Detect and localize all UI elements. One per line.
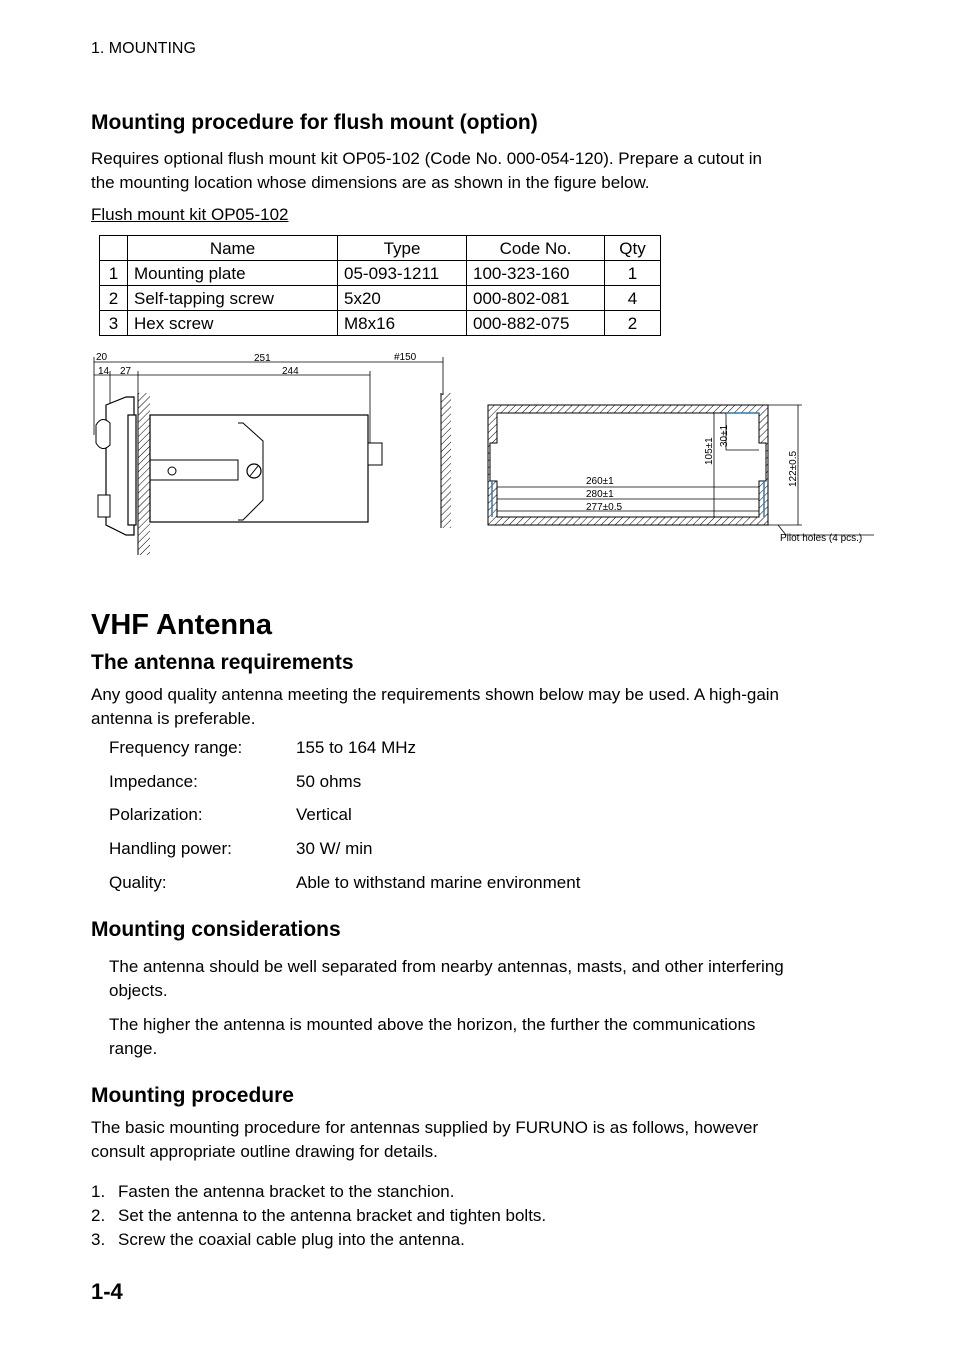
spec-impedance (109, 772, 709, 796)
list-item (91, 1204, 791, 1228)
cutout-drawing (476, 395, 876, 550)
page-number: 1-4 (91, 1279, 123, 1304)
running-head: 1. MOUNTING (91, 40, 196, 57)
table-cell: Hex screw (128, 311, 338, 336)
mounting-procedure-heading: Mounting procedure (91, 1084, 294, 1107)
table-header-cell: Code No. (467, 236, 605, 261)
dim-14: 14 (98, 366, 110, 377)
req-line-2: antenna is preferable. (91, 709, 256, 728)
table-cell: 2 (100, 286, 128, 311)
table-cell: 2 (605, 311, 661, 336)
dim-20: 20 (96, 352, 108, 363)
dim-27: 27 (120, 366, 132, 377)
table-cell: 000-882-075 (467, 311, 605, 336)
dim-277: 277±0.5 (586, 502, 623, 513)
spec-value: 30 W/ min (296, 839, 373, 858)
table-header-cell: Type (338, 236, 467, 261)
table-cell: Self-tapping screw (128, 286, 338, 311)
list-item (91, 1228, 791, 1252)
dim-105: 105±1 (704, 437, 715, 465)
cons-p2-line-1: The higher the antenna is mounted above the horizon, the further the communications (109, 1015, 756, 1034)
dim-30: 30±1 (719, 424, 730, 447)
table-header-cell: Qty (605, 236, 661, 261)
table-cell: Mounting plate (128, 261, 338, 286)
table-cell: 05-093-1211 (338, 261, 467, 286)
dim-251: 251 (254, 353, 271, 364)
spec-label: Polarization: (109, 805, 203, 824)
table-cell: 000-802-081 (467, 286, 605, 311)
flush-mount-heading: Mounting procedure for flush mount (option) (91, 111, 538, 134)
table-cell: 1 (605, 261, 661, 286)
pilot-holes-label: Pilot holes (4 pcs.) (780, 533, 863, 544)
spec-value: Vertical (296, 805, 352, 824)
kit-caption: Flush mount kit OP05-102 (91, 205, 289, 224)
table-header-row (100, 236, 661, 261)
spec-label: Frequency range: (109, 738, 243, 757)
list-item (91, 1180, 791, 1204)
cons-p1-line-1: The antenna should be well separated from nearby antennas, masts, and other interfering (109, 957, 784, 976)
side-view-drawing (88, 345, 458, 560)
dim-150: #150 (394, 352, 417, 363)
table-header-cell (100, 236, 128, 261)
table-cell: 1 (100, 261, 128, 286)
spec-value: 50 ohms (296, 772, 362, 791)
table-cell: 3 (100, 311, 128, 336)
mounting-considerations-heading: Mounting considerations (91, 918, 341, 941)
step-text: Screw the coaxial cable plug into the antenna. (118, 1230, 465, 1249)
spec-value: 155 to 164 MHz (296, 738, 417, 757)
antenna-requirements-heading: The antenna requirements (91, 651, 354, 674)
flush-intro-line-1: Requires optional flush mount kit OP05-102 (Code No. 000-054-120). Prepare a cutout in (91, 149, 762, 168)
step-number: 1. (91, 1182, 106, 1201)
flush-intro-line-2: the mounting location whose dimensions are as shown in the figure below. (91, 173, 650, 192)
dim-244: 244 (282, 366, 299, 377)
dim-280: 280±1 (586, 489, 614, 500)
spec-quality (109, 873, 709, 897)
spec-label: Impedance: (109, 772, 198, 791)
table-cell: 4 (605, 286, 661, 311)
spec-label: Handling power: (109, 839, 232, 858)
step-number: 3. (91, 1230, 106, 1249)
table-header-cell: Name (128, 236, 338, 261)
vhf-antenna-title: VHF Antenna (91, 609, 272, 641)
cons-p2-line-2: range. (109, 1039, 158, 1058)
spec-value: Able to withstand marine environment (296, 873, 581, 892)
table-cell: M8x16 (338, 311, 467, 336)
cons-p1-line-2: objects. (109, 981, 168, 1000)
step-text: Fasten the antenna bracket to the stanchion. (118, 1182, 455, 1201)
proc-line-1: The basic mounting procedure for antennas supplied by FURUNO is as follows, however (91, 1118, 759, 1137)
table-cell: 5x20 (338, 286, 467, 311)
table-row (100, 286, 661, 311)
step-number: 2. (91, 1206, 106, 1225)
proc-line-2: consult appropriate outline drawing for details. (91, 1142, 438, 1161)
spec-polarization (109, 805, 709, 829)
kit-table (99, 235, 661, 336)
table-cell: 100-323-160 (467, 261, 605, 286)
req-line-1: Any good quality antenna meeting the requirements shown below may be used. A high-gain (91, 685, 780, 704)
table-row (100, 311, 661, 336)
dim-260: 260±1 (586, 476, 614, 487)
dim-122: 122±0.5 (788, 450, 799, 487)
table-row (100, 261, 661, 286)
step-text: Set the antenna to the antenna bracket and tighten bolts. (118, 1206, 547, 1225)
spec-frequency (109, 738, 709, 762)
spec-handling-power (109, 839, 709, 863)
spec-label: Quality: (109, 873, 167, 892)
